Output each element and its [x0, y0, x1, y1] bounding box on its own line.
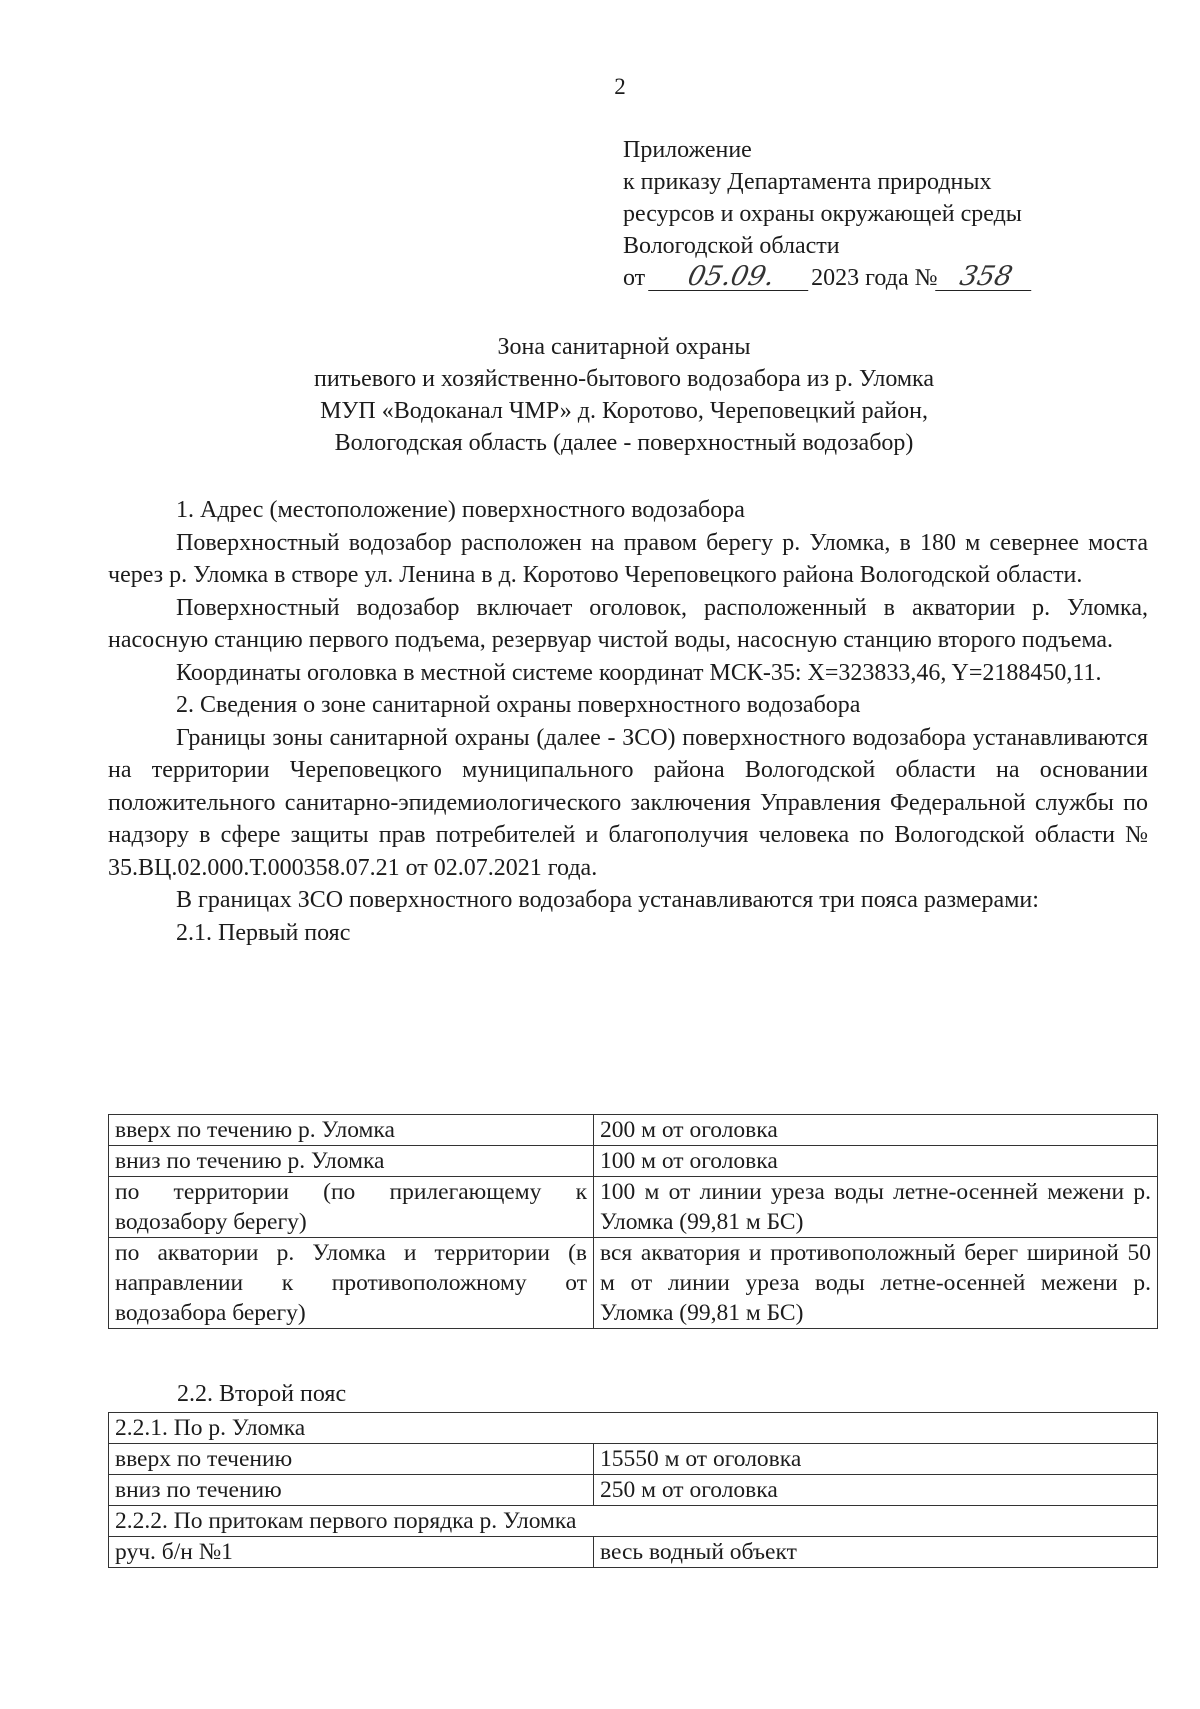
second-belt-table	[108, 1412, 1158, 1568]
appendix-line-2: к приказу Департамента природных	[623, 169, 992, 195]
body-text	[108, 494, 1148, 949]
table-row	[109, 1413, 1158, 1444]
table-row	[109, 1238, 1158, 1329]
year-text: 2023 года	[811, 265, 909, 291]
handwritten-number: 358	[935, 264, 1037, 291]
document-title	[0, 331, 1200, 459]
number-sign: №	[914, 265, 938, 291]
table-row	[109, 1506, 1158, 1537]
section-1-paragraph-2: Поверхностный водозабор включает оголовок, расположенный в акватории р. Уломка, насосную станцию первого подъема, резервуар чистой воды, насосную станцию второго подъема.	[108, 594, 1148, 653]
table-cell: вниз по течению	[109, 1475, 594, 1506]
table-cell: по территории (по прилегающему к водозабору берегу)	[109, 1177, 594, 1238]
section-2-paragraph-2: В границах ЗСО поверхностного водозабора устанавливаются три пояса размерами:	[176, 887, 1039, 913]
table-row	[109, 1115, 1158, 1146]
table-cell: 100 м от линии уреза воды летне-осенней межени р. Уломка (99,81 м БС)	[594, 1177, 1158, 1238]
table-cell: 200 м от оголовка	[594, 1115, 1158, 1146]
table-row	[109, 1537, 1158, 1568]
section-1-paragraph-3: Координаты оголовка в местной системе координат МСК-35: X=323833,46, Y=2188450,11.	[176, 659, 1102, 686]
table-subheader: 2.2.2. По притокам первого порядка р. Уломка	[109, 1506, 1158, 1537]
page-number: 2	[614, 74, 626, 99]
appendix-line-3: ресурсов и охраны окружающей среды	[623, 201, 1022, 227]
table-row	[109, 1444, 1158, 1475]
table-cell: по акватории р. Уломка и территории (в направлении к противоположному от водозабора берегу)	[109, 1238, 594, 1329]
section-1-paragraph-1: Поверхностный водозабор расположен на правом берегу р. Уломка, в 180 м севернее моста через р. Уломка в створе ул. Ленина в д. Коротово Череповецкого района Вологодской области.	[108, 529, 1148, 588]
appendix-line-1: Приложение	[623, 137, 752, 163]
handwritten-date: 05.09.	[648, 264, 814, 291]
title-line-1: Зона санитарной охраны	[497, 334, 751, 360]
table-cell: 250 м от оголовка	[594, 1475, 1158, 1506]
table-row	[109, 1177, 1158, 1238]
section-1-heading: 1. Адрес (местоположение) поверхностного водозабора	[176, 497, 745, 523]
table-row	[109, 1475, 1158, 1506]
table-cell: вниз по течению р. Уломка	[109, 1146, 594, 1177]
appendix-block	[623, 134, 1034, 294]
section-2-2-heading: 2.2. Второй пояс	[177, 1381, 347, 1407]
date-prefix: от	[623, 265, 646, 291]
title-line-4: Вологодская область (далее - поверхностный водозабор)	[334, 430, 914, 456]
order-date-number	[623, 262, 1034, 294]
title-line-3: МУП «Водоканал ЧМР» д. Коротово, Череповецкий район,	[320, 398, 928, 424]
title-line-2: питьевого и хозяйственно-бытового водозабора из р. Уломка	[313, 366, 934, 392]
table-row	[109, 1146, 1158, 1177]
table-subheader: 2.2.1. По р. Уломка	[109, 1413, 1158, 1444]
section-2-1-heading: 2.1. Первый пояс	[176, 919, 351, 946]
table-cell: весь водный объект	[594, 1537, 1158, 1568]
table-cell: вверх по течению р. Уломка	[109, 1115, 594, 1146]
table-cell: вся акватория и противоположный берег шириной 50 м от линии уреза воды летне-осенней межени р. Уломка (99,81 м БС)	[594, 1238, 1158, 1329]
table-cell: руч. б/н №1	[109, 1537, 594, 1568]
section-2-paragraph-1: Границы зоны санитарной охраны (далее - ЗСО) поверхностного водозабора устанавливаются на территории Череповецкого муниципального района Вологодской области на основании положительного санитарно-эпидемиологического заключения Управления Федеральной службы по надзору в сфере защиты прав потребителей и благополучия человека по Вологодской области № 35.ВЦ.02.000.Т.000358.07.21 от 02.07.2021 года.	[108, 724, 1148, 881]
appendix-line-4: Вологодской области	[623, 233, 840, 259]
table-cell: 15550 м от оголовка	[594, 1444, 1158, 1475]
table-cell: вверх по течению	[109, 1444, 594, 1475]
table-cell: 100 м от оголовка	[594, 1146, 1158, 1177]
section-2-heading: 2. Сведения о зоне санитарной охраны поверхностного водозабора	[176, 692, 861, 718]
first-belt-table	[108, 1114, 1158, 1329]
